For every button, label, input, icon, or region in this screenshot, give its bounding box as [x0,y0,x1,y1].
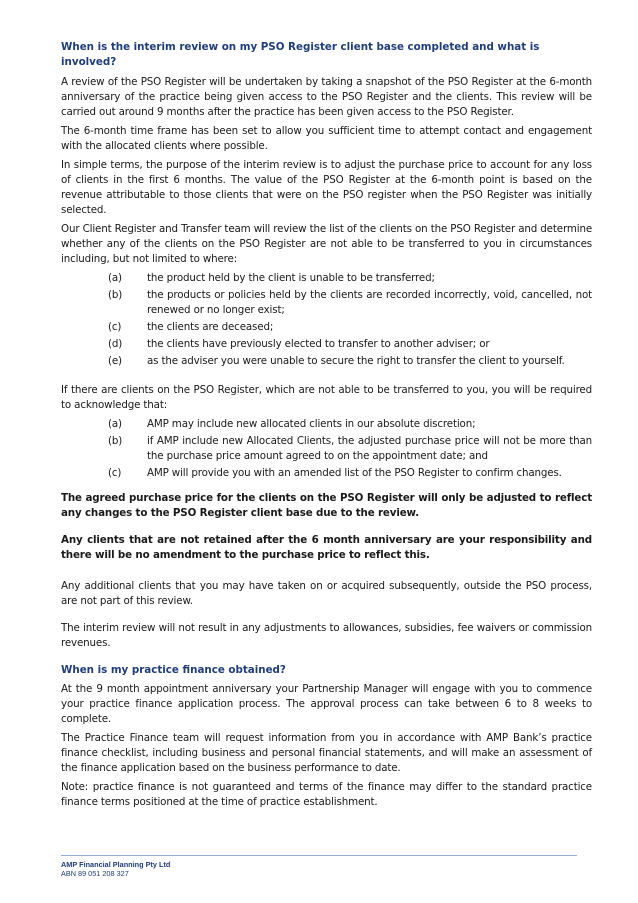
page-footer [61,855,577,878]
footer-abn: ABN 89 051 208 327 [61,869,129,878]
section-heading-interim-review: When is the interim review on my PSO Register client base completed and what is involved? [61,41,540,68]
list-item [61,434,592,464]
paragraph: Our Client Register and Transfer team will review the list of the clients on the PSO Register and determine whether any of the clients on the PSO Register are not able to be transferred to you in circumstances including, but not limited to where: [61,223,592,265]
list-item [61,271,592,286]
list-item [61,466,592,481]
circumstances-list [61,271,592,369]
list-item [61,337,592,352]
list-item-text: the clients have previously elected to transfer to another adviser; or [147,338,490,350]
list-item-text: the product held by the client is unable to be transferred; [147,272,435,284]
paragraph: The 6-month time frame has been set to allow you sufficient time to attempt contact and engagement with the allocated clients where possible. [61,125,592,152]
paragraph: The Practice Finance team will request information from you in accordance with AMP Bank’s practice finance checklist, including business and personal financial statements, and will make an assessment of the finance application based on the business performance to date. [61,732,592,774]
footer-divider [61,855,577,856]
paragraph: The interim review will not result in any adjustments to allowances, subsidies, fee waivers or commission revenues. [61,622,592,649]
paragraph: Note: practice finance is not guaranteed and terms of the finance may differ to the standard practice finance terms positioned at the time of practice establishment. [61,781,592,808]
paragraph: In simple terms, the purpose of the interim review is to adjust the purchase price to account for any loss of clients in the first 6 months. The value of the PSO Register at the 6-month point is based on the revenue attributable to those clients that were on the PSO register when the PSO Register was initially selected. [61,159,592,216]
list-item-text: AMP may include new allocated clients in our absolute discretion; [147,418,476,430]
list-item [61,288,592,318]
paragraph: If there are clients on the PSO Register, which are not able to be transferred to you, you will be required to acknowledge that: [61,384,592,411]
list-item-text: AMP will provide you with an amended list of the PSO Register to confirm changes. [147,467,562,479]
bold-paragraph: The agreed purchase price for the clients on the PSO Register will only be adjusted to reflect any changes to the PSO Register client base due to the review. [61,492,592,519]
list-marker: (b) [108,435,123,447]
footer-company-name: AMP Financial Planning Pty Ltd [61,860,171,869]
list-item-text: if AMP include new Allocated Clients, the adjusted purchase price will not be more than the purchase price amount agreed to on the appointment date; and [147,435,592,462]
acknowledgement-list [61,417,592,481]
section-heading-practice-finance: When is my practice finance obtained? [61,664,286,676]
list-marker: (c) [108,467,122,479]
list-marker: (b) [108,289,123,301]
list-marker: (a) [108,272,122,284]
bold-paragraph: Any clients that are not retained after the 6 month anniversary are your responsibility and there will be no amendment to the purchase price to reflect this. [61,534,592,561]
document-page [61,40,592,814]
list-item-text: the products or policies held by the clients are recorded incorrectly, void, cancelled, not renewed or no longer exist; [147,289,592,316]
list-marker: (d) [108,338,123,350]
list-item-text: the clients are deceased; [147,321,274,333]
list-item-text: as the adviser you were unable to secure the right to transfer the client to yourself. [147,355,565,367]
list-marker: (a) [108,418,122,430]
list-item [61,354,592,369]
list-marker: (e) [108,355,122,367]
paragraph: At the 9 month appointment anniversary your Partnership Manager will engage with you to commence your practice finance application process. The approval process can take between 6 to 8 weeks to complete. [61,683,592,725]
list-item [61,417,592,432]
paragraph: A review of the PSO Register will be undertaken by taking a snapshot of the PSO Register at the 6-month anniversary of the practice being given access to the PSO Register and the clients. This review will be carried out around 9 months after the practice has been given access to the PSO Register. [61,76,592,118]
list-item [61,320,592,335]
list-marker: (c) [108,321,122,333]
paragraph: Any additional clients that you may have taken on or acquired subsequently, outside the PSO process, are not part of this review. [61,580,592,607]
